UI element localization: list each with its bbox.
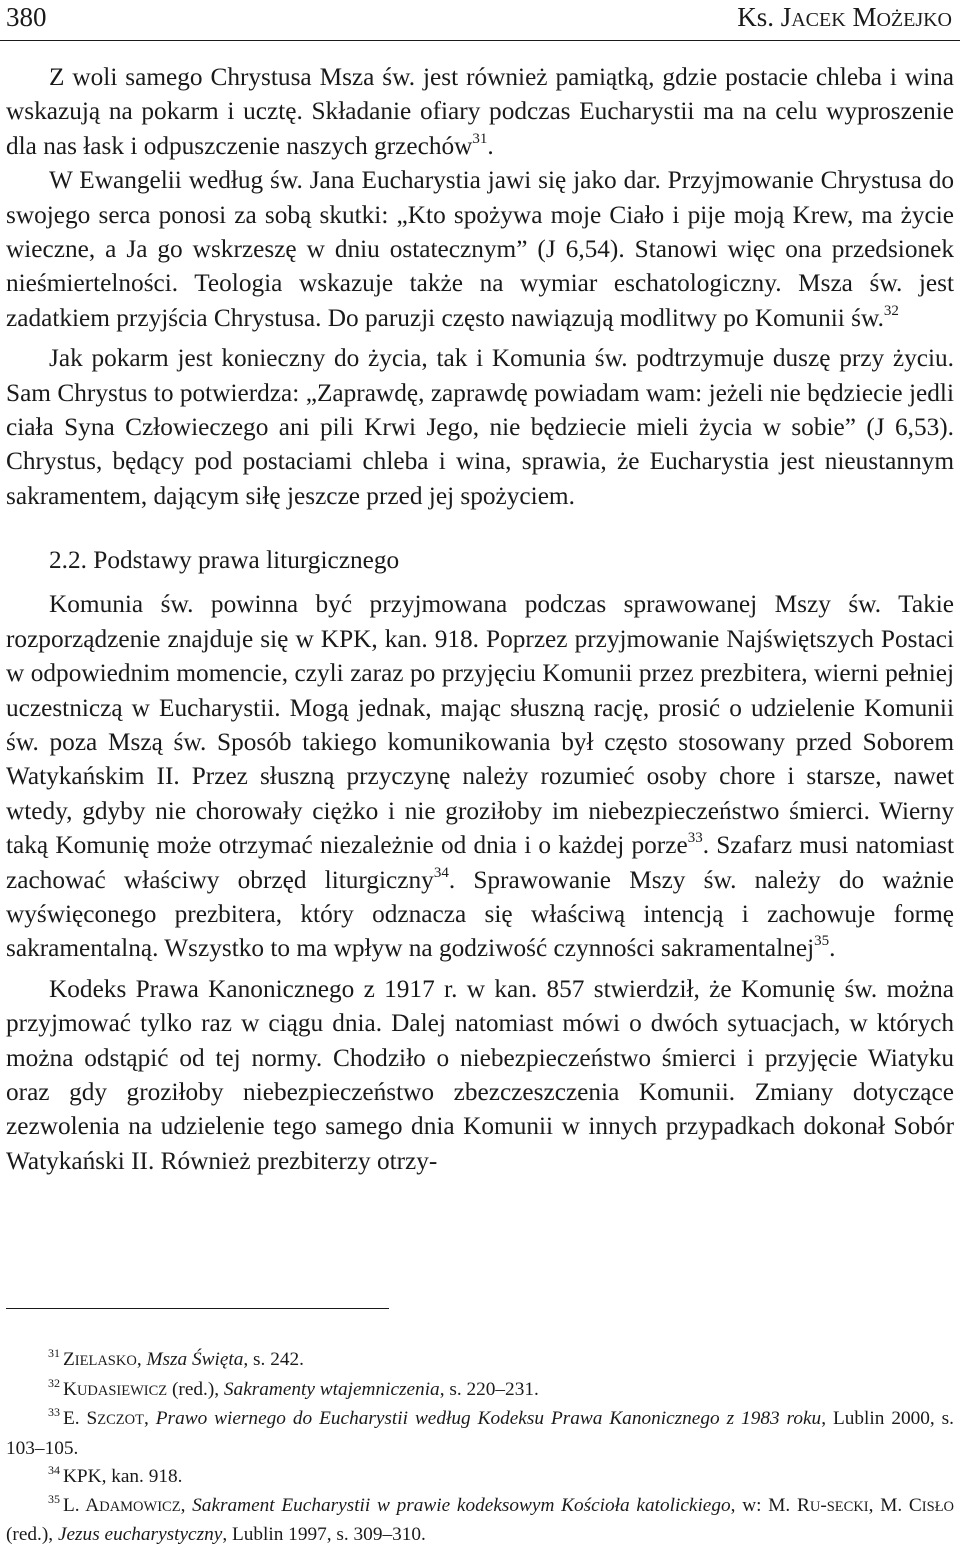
footnote-ref: 35 [814,933,830,950]
footnote: $^{34}$ KPK, kan. 918. [48,1463,183,1487]
body-text [6,60,954,1178]
footnote: $^{31}$ ZIELASKO, Msza Święta, s. 242. [48,1346,304,1370]
footnote-ref: 33 [687,830,703,847]
page-number: 380 [6,2,47,32]
page-header [0,0,960,41]
footnote-ref: 34 [433,864,449,881]
paragraph: W Ewangelii według św. Jana Eucharystia jawi się jako dar. Przyjmowanie Chrystusa do swojego serca ponosi za sobą skutki: „Kto spożywa moje Ciało i pije moją Krew, ma życie wieczne, a Ja go wskrzeszę w dniu ostatecznym” (J 6,54). Stanowi więc ona przedsionek nieśmiertelności. Teologia wskazuje także na wymiar eschatologiczny. Msza św. jest zadatkiem przyjścia Chrystusa. Do paruzji często nawiązują modlitwy po Komunii św.$^{32}$ [6,166,954,332]
footnote-ref: 31 [472,130,488,147]
footnote: $^{33}$ E. SZCZOT, Prawo wiernego do Eucharystii według Kodeksu Prawa Kanonicznego z 1983 roku, Lublin 2000, s. 103–105. [6,1405,954,1459]
paragraph: Komunia św. powinna być przyjmowana podczas sprawowanej Mszy św. Takie rozporządzenie znajduje się w KPK, kan. 918. Poprzez przyjmowanie Najświętszych Postaci w odpowiednim momencie, czyli zaraz po przyjęciu Komunii przez prezbitera, wierni pełniej uczestniczą w Eucharystii. Mogą jednak, mając słuszną rację, prosić o udzielenie Komunii św. poza Mszą św. Sposób takiego komunikowania był często stosowany przed Soborem Watykańskim II. Przez słuszną przyczynę należy rozumieć osoby chore i starsze, nawet wtedy, gdyby nie chorowały ciężko i nie groziłoby im niebezpieczeństwo śmierci. Wierny taką Komunię może otrzymać niezależnie od dnia i o każdej porze$^{33}$. Szafarz musi natomiast zachować właściwy obrzęd liturgiczny$^{34}$. Sprawowanie Mszy św. należy do ważnie wyświęconego prezbitera, który odznacza się właściwą intencją i zachowuje formę sakramentalną. Wszystko to ma wpływ na godziwość czynności sakramentalnej$^{35}$. [6,590,955,963]
running-head-author: Ks. JACEK MOŻEJKO [737,2,952,32]
footnote: $^{35}$ L. ADAMOWICZ, Sakrament Eucharystii w prawie kodeksowym Kościoła katolickiego, w: M. RU-SECKI, M. CISŁO (red.), Jezus eucharystyczny, Lublin 1997, s. 309–310. [6,1491,955,1545]
footnote-ref: 32 [883,302,899,319]
paragraph: Jak pokarm jest konieczny do życia, tak i Komunia św. podtrzymuje duszę przy życiu. Sam Chrystus to potwierdza: „Zaprawdę, zaprawdę powiadam wam: jeżeli nie będziecie jedli ciała Syna Człowieczego ani pili Krwi Jego, nie będziecie mieli życia w sobie” (J 6,53). Chrystus, będący pod postaciami chleba i wina, sprawia, że Eucharystia jest nieustannym sakramentem, dającym siłę jeszcze przed jej spożyciem. [6,344,954,510]
footnote-divider [6,1308,389,1309]
paragraph: Kodeks Prawa Kanonicznego z 1917 r. w kan. 857 stwierdził, że Komunię św. można przyjmować tylko raz w ciągu dnia. Dalej natomiast mówi o dwóch sytuacjach, w których można odstąpić od tej normy. Chodziło o niebezpieczeństwo śmierci i przyjęcie Wiatyku oraz gdy groziłoby niebezpieczeństwo zbezczeszczenia Komunii. Zmiany dotyczące zezwolenia na udzielenie tego samego dnia Komunii w innych przypadkach dokonał Sobór Watykański II. Również prezbiterzy otrzy- [6,974,954,1175]
paragraph: Z woli samego Chrystusa Msza św. jest również pamiątką, gdzie postacie chleba i wina wskazują na pokarm i ucztę. Składanie ofiary podczas Eucharystii ma na celu wyproszenie dla nas łask i odpuszczenie naszych grzechów$^{31}$. [6,63,954,160]
footnote: $^{32}$ KUDASIEWICZ (red.), Sakramenty wtajemniczenia, s. 220–231. [48,1375,539,1400]
section-heading: 2.2. Podstawy prawa liturgicznego [49,546,400,575]
footnotes [6,1346,954,1550]
